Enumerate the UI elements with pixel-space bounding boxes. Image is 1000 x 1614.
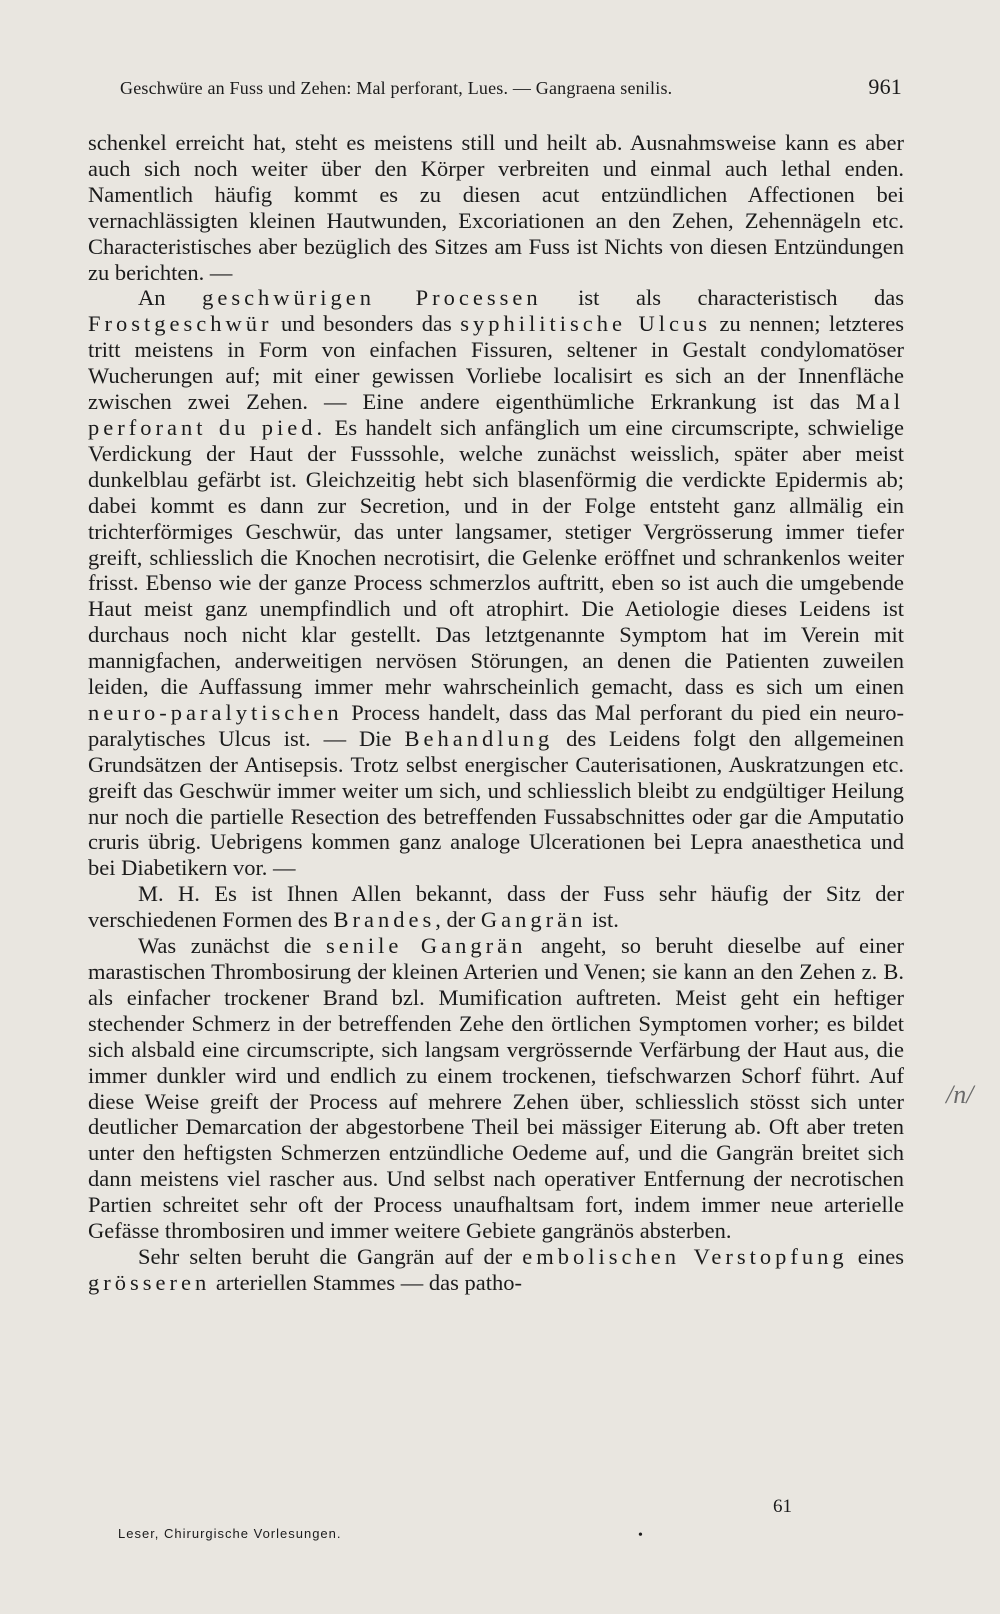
p2-spaced-f: syphilitische Ulcus bbox=[460, 311, 712, 337]
p2-text-c: ist als characteristisch das bbox=[578, 285, 905, 311]
p5-text-e: arteriellen Stammes — das patho- bbox=[215, 1269, 523, 1295]
paragraph-1-text: schenkel erreicht hat, steht es meistens still und heilt ab. Ausnahmsweise kann es aber auch sich noch weiter über den Körper verbreiten und einmal auch lethal enden. Namentlich häufig kommt es zu diesen acut entzündlichen Affectionen bei vernachlässigten kleinen Hautwunden, Excoriationen an den Zehen, Zehennägeln etc. Characteristisches aber bezüglich des Sitzes am Fuss ist Nichts von diesen Entzündungen zu berichten. — bbox=[88, 130, 904, 285]
paragraph-1 bbox=[88, 130, 904, 285]
p4-spaced-b: senile Gangrän bbox=[325, 933, 527, 959]
p4-text-c: angeht, so beruht dieselbe auf einer marastischen Thrombosirung der kleinen Arterien und Venen; sie kann an den Zehen z. B. als einfacher trockener Brand bzl. Mumification auftreten. Meist geht ein heftiger stechender Schmerz in der betreffenden Zehe den örtlichen Symptomen vorher; es bildet sich alsbald eine circumscripte, sich langsam vergrössernde Verfärbung der Haut aus, die immer dunkler wird und endlich zu einem trockenen, tiefschwarzen Schorf führt. Auf diese Weise greift der Process auf mehrere Zehen über, schliesslich stösst sich unter deutlicher Demarcation der abgestorbene Theil bei mässiger Eiterung ab. Oft aber treten unter den heftigsten Schmerzen entzündliche Oedeme auf, und die Gangrän breitet sich dann meistens viel rascher aus. Und selbst nach operativer Entfernung der necrotischen Partien schreitet sehr oft der Process unaufhaltsam fort, indem immer neue arterielle Gefässe thrombosiren und immer weitere Gebiete gangränös absterben. bbox=[88, 933, 904, 1244]
p2-spaced-d: Frostgeschwür bbox=[88, 311, 273, 337]
p2-text-g: zu nennen; letzteres tritt meistens in Form von einfachen Fissuren, seltener in Gestalt condylomatöser Wucherungen auf; mit einer gewissen Vorliebe localisirt es sich an der Innenfläche zwischen zwei Zehen. — Eine andere eigenthümliche Erkrankung ist das bbox=[88, 311, 904, 415]
p2-spaced-j: neuro-paralytischen bbox=[88, 699, 343, 725]
p2-text-k: Process handelt, dass das Mal perforant du pied ein neuro-paralytisches Ulcus ist. — Die bbox=[88, 699, 905, 751]
p2-text-i: Es handelt sich anfänglich um eine circumscripte, schwielige Verdickung der Haut der Fusssohle, welche zunächst weisslich, später aber meist dunkelblau gefärbt ist. Gleichzeitig hebt sich blasenförmig die verdickte Epidermis ab; dabei kommt es dann zur Secretion, und in der Folge entsteht ganz allmälig ein trichterförmiges Geschwür, das unter langsamer, stetiger Vergrösserung immer tiefer greift, schliesslich die Knochen necrotisirt, die Gelenke eröffnet und schrankenlos weiter frisst. Ebenso wie der ganze Process schmerzlos auftritt, eben so ist auch die umgebende Haut meist ganz unempfindlich und oft atrophirt. Die Aetiologie dieses Leidens ist durchaus noch nicht klar gestellt. Das letztgenannte Symptom hat im Verein mit mannigfachen, anderweitigen nervösen Störungen, an denen die Patienten zuweilen leiden, die Auffassung immer mehr wahrscheinlich gemacht, dass es sich um einen bbox=[88, 414, 905, 700]
p5-text-a: Sehr selten beruht die Gangrän auf der bbox=[138, 1243, 513, 1269]
p2-spaced-l: Behandlung bbox=[404, 725, 554, 751]
paragraph-4 bbox=[88, 933, 904, 1244]
p2-spaced-b: geschwürigen Processen bbox=[202, 285, 542, 311]
p5-spaced-b: embolischen Verstopfung bbox=[522, 1243, 848, 1269]
paragraph-3 bbox=[88, 881, 904, 933]
footer-dot: • bbox=[638, 1528, 643, 1543]
page-footer bbox=[118, 1496, 902, 1556]
signature-mark: 61 bbox=[773, 1496, 792, 1517]
p4-text-a: Was zunächst die bbox=[138, 933, 312, 959]
page-number: 961 bbox=[868, 74, 902, 99]
running-title: Geschwüre an Fuss und Zehen: Mal perforant, Lues. — Gangraena senilis. bbox=[120, 78, 673, 98]
footer-book-title: Leser, Chirurgische Vorlesungen. bbox=[118, 1526, 342, 1541]
handwritten-margin-mark: /n/ bbox=[946, 1080, 974, 1109]
body-text bbox=[88, 130, 904, 1296]
p2-text-m: des Leidens folgt den allgemeinen Grundsätzen der Antisepsis. Trotz selbst energischer Cauterisationen, Auskratzungen etc. greift das Geschwür immer weiter um sich, und schliesslich bleibt zu endgültiger Heilung nur noch die partielle Resection des betreffenden Fussabschnittes oder gar die Amputatio cruris übrig. Uebrigens kommen ganz analoge Ulcerationen bei Lepra anaesthetica und bei Diabetikern vor. — bbox=[88, 725, 905, 881]
running-head bbox=[120, 74, 902, 100]
p2-text-a: An bbox=[138, 285, 166, 311]
p3-text-c: , der bbox=[435, 907, 476, 933]
p3-spaced-d: Gangrän bbox=[480, 907, 587, 933]
paragraph-2 bbox=[88, 285, 904, 881]
p5-spaced-d: grösseren bbox=[88, 1269, 211, 1295]
p5-text-c: eines bbox=[857, 1243, 904, 1269]
paragraph-5 bbox=[88, 1244, 904, 1296]
p3-text-a: M. H. Es ist Ihnen Allen bekannt, dass der Fuss sehr häufig der Sitz der verschiedenen Formen des bbox=[88, 881, 904, 933]
p3-spaced-b: Brandes bbox=[333, 907, 436, 933]
p2-text-e: und besonders das bbox=[281, 311, 452, 337]
p3-text-e: ist. bbox=[591, 907, 619, 933]
p2-spaced-h: Mal perforant du pied. bbox=[88, 389, 905, 440]
